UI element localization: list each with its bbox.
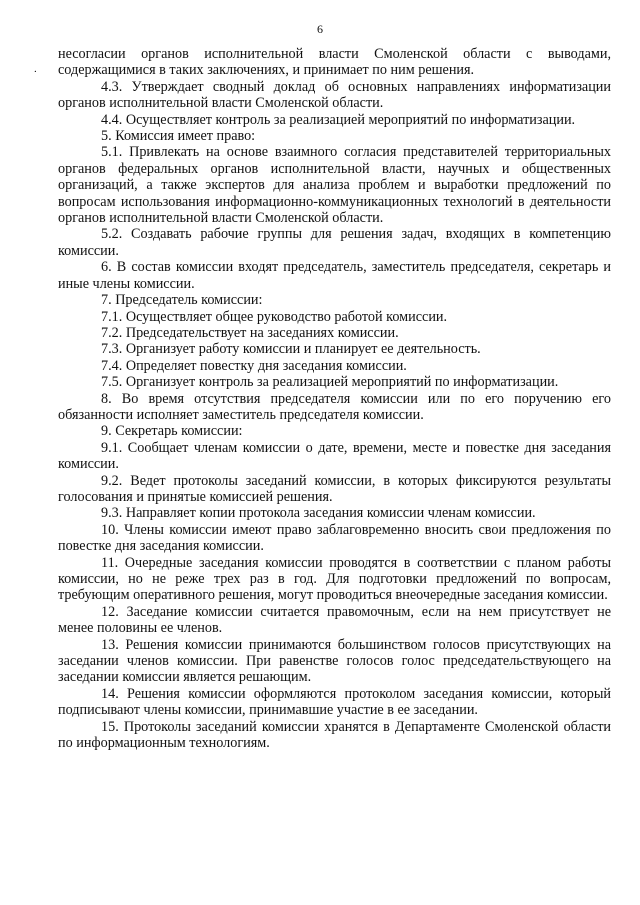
paragraph-7-3: 7.3. Организует работу комиссии и планирует ее деятельность. [101,341,481,358]
paragraph-7-1: 7.1. Осуществляет общее руководство работой комиссии. [101,308,448,325]
paragraph-5-2: 5.2. Создавать рабочие группы для решения задач, входящих в компетенцию комиссии. [58,226,611,259]
paragraph-6: 6. В состав комиссии входят председатель, заместитель председателя, секретарь и иные члены комиссии. [58,259,611,292]
paragraph-15: 15. Протоколы заседаний комиссии хранятся в Департаменте Смоленской области по информационным технологиям. [58,718,611,752]
paragraph-continuation: несогласии органов исполнительной власти Смоленской области с выводами, содержащимися в таких заключениях, и принимает по ним решения. [58,46,611,79]
paragraph-5-1: 5.1. Привлекать на основе взаимного согласия представителей территориальных органов федеральных органов исполнительной власти, научных и общественных организаций, а также экспертов для анализа проблем и выработки предложений по вопросам использования информационно-коммуникационных технологий в деятельности органов исполнительной власти Смоленской области. [58,144,611,227]
page-number: 6 [317,22,323,36]
paragraph-9: 9. Секретарь комиссии: [101,423,243,440]
paragraph-9-1: 9.1. Сообщает членам комиссии о дате, времени, месте и повестке дня заседания комиссии. [58,439,611,473]
paragraph-4-3: 4.3. Утверждает сводный доклад об основных направлениях информатизации органов исполнительной власти Смоленской области. [58,78,611,112]
paragraph-9-2: 9.2. Ведет протоколы заседаний комиссии, в которых фиксируются результаты голосования и принятые комиссией решения. [58,472,611,505]
paragraph-13: 13. Решения комиссии принимаются большинством голосов присутствующих на заседании членов комиссии. При равенстве голосов голос председательствующего на заседании комиссии является решающим. [58,636,611,686]
paragraph-7: 7. Председатель комиссии: [101,292,263,309]
paragraph-8: 8. Во время отсутствия председателя комиссии или по его поручению его обязанности исполняет заместитель председателя комиссии. [58,390,611,423]
document-body [58,46,611,751]
paragraph-10: 10. Члены комиссии имеют право заблаговременно вносить свои предложения по повестке дня заседания комиссии. [58,521,611,555]
paragraph-9-3: 9.3. Направляет копии протокола заседания комиссии членам комиссии. [101,505,536,522]
paragraph-4-4: 4.4. Осуществляет контроль за реализацией мероприятий по информатизации. [101,111,576,128]
paragraph-7-4: 7.4. Определяет повестку дня заседания комиссии. [101,357,407,374]
paragraph-12: 12. Заседание комиссии считается правомочным, если на нем присутствует не менее половины ее членов. [58,603,611,637]
paragraph-7-5: 7.5. Организует контроль за реализацией мероприятий по информатизации. [101,374,559,391]
scan-mark: . [34,63,37,75]
paragraph-14: 14. Решения комиссии оформляются протоколом заседания комиссии, который подписывают члены комиссии, принимавшие участие в ее заседании. [58,685,611,719]
paragraph-5: 5. Комиссия имеет право: [101,128,256,145]
paragraph-7-2: 7.2. Председательствует на заседаниях комиссии. [101,324,399,341]
paragraph-11: 11. Очередные заседания комиссии проводятся в соответствии с планом работы комиссии, но не реже трех раз в год. Для подготовки предложений по вопросам, требующим оперативного решения, могут проводиться внеочередные заседания комиссии. [58,554,611,604]
